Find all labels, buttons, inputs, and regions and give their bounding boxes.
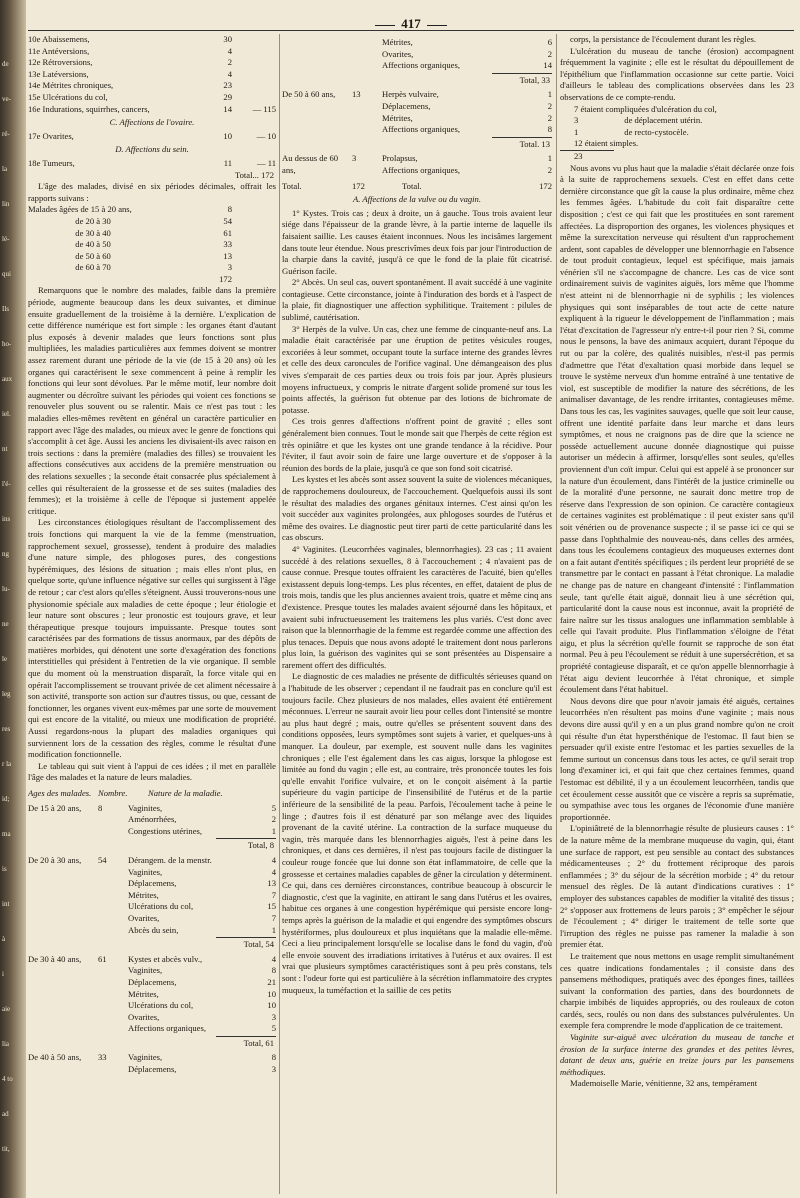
group-item [128, 989, 276, 1001]
item-value: 8 [547, 124, 552, 135]
age-group [28, 803, 276, 852]
total-line: Total... 172 [234, 169, 274, 180]
affection-row [28, 131, 276, 143]
item-value: 1 [271, 924, 276, 935]
age-total [28, 274, 276, 286]
row-total [232, 92, 276, 104]
age-label: Malades âgées de 15 à 20 ans, [28, 204, 132, 215]
group-count: 8 [98, 802, 103, 813]
item-value: 10 [267, 1000, 276, 1011]
spacer [232, 216, 276, 228]
group-items [382, 153, 552, 176]
paragraph: Le traitement que nous mettons en usage remplit simultanément ces quatre indications fondamentales ; il consiste dans des pansemens méthodiques, pratiqués avec des éponges fines, taillées suivant la conformation des parties, dans des bourdonnets de charpie imbibés de liquides appropriés, ou des rouleaux de coton cardés, secs, roulés ou non dans des substances pulvérulentes. Un exemple fera comprendre le mode d'application de ce traitement. [560, 950, 794, 1031]
item-value: 4 [271, 866, 276, 877]
age-label: de 60 à 70 [28, 262, 111, 273]
grand-total-cell: Total. [282, 180, 302, 191]
item-label: Ovarites, [128, 912, 160, 923]
item-label: Ulcérations du col, [128, 901, 194, 912]
item-label: Aménorrhées, [128, 814, 177, 825]
item-label: Déplacemens, [128, 976, 177, 987]
spacer [232, 251, 276, 263]
group-item [382, 153, 552, 165]
group-item [128, 867, 276, 879]
column-header: Nature de la maladie. [148, 788, 223, 798]
row-value: 14 [223, 103, 232, 114]
paragraph: L'ulcération du museau de tanche (érosion) accompagnent fréquemment la vaginite ; elle est le résultat du dépouillement de l'épithélium que l'inflammation occasionne sur cette partie. Voici d'ailleurs le tableau des complications observées dans les 23 observations de ce compte-rendu. [560, 45, 794, 102]
item-label: Métrites, [128, 988, 159, 999]
item-value: 7 [271, 912, 276, 923]
total-rule [216, 937, 276, 938]
paragraph: Ces trois genres d'affections n'offrent point de gravité ; elles sont généralement bien connues. Tout le monde sait que l'herpès de cette région est très opiniâtre et que les kystes ont une grande tendance à la récidive. Pour l'éviter, il faut avoir soin de faire une large ouverture et de s'opposer à la réunion des bords de la plaie, jusqu'à ce que son fond soit cicatrisé. [282, 416, 552, 473]
spacer [352, 37, 382, 86]
spacer [232, 239, 276, 251]
gutter-fragment: à [2, 935, 6, 943]
group-items [382, 37, 552, 86]
age-group [28, 954, 276, 1050]
paragraph: corps, la persistance de l'écoulement durant les règles. [570, 34, 757, 44]
item-value: 2 [547, 48, 552, 59]
section-heading: C. Affections de l'ovaire. [109, 117, 195, 128]
item-value: 8 [271, 1052, 276, 1063]
item-value: 3 [271, 1011, 276, 1022]
item-label: Herpès vulvaire, [382, 89, 439, 100]
age-count: 61 [223, 227, 232, 238]
gutter-fragment: de [2, 60, 9, 68]
gutter-fragment: ho- [2, 340, 12, 348]
document-page [28, 0, 794, 1198]
column-separator [279, 34, 280, 1194]
affection-row [28, 158, 276, 170]
row-value: 2 [227, 57, 232, 68]
gutter-fragment: Ils [2, 305, 9, 313]
total-rule [492, 73, 552, 74]
item-value: 1 [547, 153, 552, 164]
group-item [382, 165, 552, 177]
paragraph: 3° Herpès de la vulve. Un cas, chez une femme de cinquante-neuf ans. La maladie était caractérisée par une éruption de petites vésicules rouges, excoriées à leur sommet, occupant toute la surface interne des grandes lèvres et celle des deux caroncules de l'orifice vaginal. Une démangeaison des plus vives s'emparait de ces parties deux ou trois fois par jour. Après plusieurs moyens infructueux, y compris le nitrate d'argent solide promené sur tous les points affectés, la guérison fut obtenue par des lotions de bichromate de potasse. [282, 323, 552, 415]
row-value: 10 [223, 130, 232, 141]
item-label: Déplacemens, [128, 878, 177, 889]
item-label: Ovarites, [128, 1011, 160, 1022]
age-row [28, 204, 276, 216]
row-value: 4 [227, 68, 232, 79]
gutter-fragment: 4 to [2, 1075, 13, 1083]
group-item [382, 124, 552, 136]
age-row [28, 262, 276, 274]
item-value: 2 [547, 100, 552, 111]
row-total: — 11 [256, 157, 276, 168]
item-value: 10 [267, 988, 276, 999]
row-label: 11e Antéversions, [28, 45, 90, 56]
complication-label: de recto-cystocèle. [624, 126, 689, 137]
group-items [128, 1052, 276, 1075]
group-item [382, 89, 552, 101]
paragraph: Nous devons dire que pour n'avoir jamais été aiguës, certaines leucorrhées n'en résultent pas moins d'une vaginite ; mais nous devons dire aussi qu'il y en a un plus grand nombre qu'on ne croit qui résulte d'un état hypersthénique de l'estomac. Il faut bien se persuader qu'il existe entre l'estomac et les parties sexuelles de la femme surtout un concensus dans tous les actes, ce qu'il serait trop long d'examiner ici, et qui fait que chez certaines femmes, quand l'estomac est débilité, il y a un écoulement leucorrhéen, tandis que cet écoulement cesse aussitôt que ce viscère a repris sa suprématie, ou sympathise avec tous les organes de l'économie d'une manière proportionnée. [560, 695, 794, 822]
gutter-fragment: ng [2, 550, 9, 558]
group-total: Total, 33 [519, 74, 550, 85]
complication-total: 23 [560, 150, 614, 163]
item-value: 2 [547, 112, 552, 123]
row-total [232, 80, 276, 92]
gutter-fragment: ma [2, 830, 11, 838]
paragraph: Le diagnostic de ces maladies ne présente de difficultés sérieuses quand on a l'habitude de les observer ; cependant il ne faudrait pas en conclure qu'il est toujours facile. Chez plusieurs de nos malades, elles avaient été entièrement méconnues. L'erreur ne saurait avoir lieu pour celles dont l'intensité se montre au plus haut degré ; mais, outre qu'elles se présentent souvent dans des conditions opposées, leurs symptômes sont sujets à varier, et quelques-uns à manquer. La douleur, par exemple, est souvent nulle dans les vaginites chroniques ; elle l'est également dans les cas aigus, lorsque la phlogose est limitée au fond du vagin ; elle est, au contraire, très prononcée toutes les fois qu'elle envahit l'orifice vulvaire, et on le conçoit aisément à la partie supérieure du vagin participe de l'insensibilité de l'utérus et de la partie inférieure de la sensibilité de la peau. Parfois, l'écoulement tache à peine le linge ; d'autres fois il est dénaturé par son mélange avec des liquides provenant de la cavité utérine. La contraction de la surface muqueuse du vagin, très marquée dans les blennorrhagies aiguës, l'est à peine dans les chroniques, et dans ces dernières, il n'est pas toujours facile de distinguer la couleur rouge foncée que lui donne son état inflammatoire, de celle que la grossesse et certaines maladies capables de gêner la circulation y déterminent. Ce qui, dans ces dernières circonstances, contribue beaucoup à obscurcir le diagnostic, c'est que la vaginite, en attirant le sang dans l'utérus et les ovaires, habitue ces organes à une congestion hypérémique qui persiste encore long-temps après la guérison de la maladie et qui engendre des symptômes obscurs hystériformes, plus douloureux et plus inquiétans que la maladie elle-même. Ceci a lieu principalement lorsqu'elle se localise dans le fond du vagin, d'où elle envoie souvent des irradiations irritatives à l'utérus et aux ovaires. Il est vrai que plusieurs symptômes caractéristiques sont à peu près constans, tels sont : l'odeur forte qui est particulière à la sécrétion inflammatoire des cryptes muqueux, la tuméfaction et la saillie de ces petits [282, 671, 552, 995]
row-label: 13e Latéversions, [28, 68, 89, 79]
column-header: Nombre. [98, 788, 128, 798]
group-items [128, 954, 276, 1050]
group-item [128, 954, 276, 966]
age-count: 54 [223, 215, 232, 226]
item-value: 8 [271, 965, 276, 976]
item-label: Affections organiques, [128, 1023, 206, 1034]
item-label: Déplacemens, [128, 1064, 177, 1075]
group-count: 61 [98, 953, 107, 964]
affection-row [28, 46, 276, 58]
group-item [128, 890, 276, 902]
item-label: Métrites, [382, 37, 413, 47]
group-total: Total, 54 [243, 939, 274, 950]
group-item [382, 113, 552, 125]
gutter-fragment: ins [2, 515, 11, 523]
item-value: 7 [271, 889, 276, 900]
item-label: Déplacemens, [382, 100, 431, 111]
item-label: Prolapsus, [382, 153, 418, 164]
grand-total-cell: 172 [352, 180, 365, 191]
gutter-fragment: ve- [2, 95, 11, 103]
grand-total-cell: Total. [402, 180, 422, 191]
group-item [382, 49, 552, 61]
paragraph: Remarquons que le nombre des malades, faible dans la première période, augmente beaucoup dans les deux suivantes, et diminue ensuite graduellement de la troisième à la dernière. L'explication de cette différence numérique est fort simple : les organes étant d'autant plus exposés à devenir malades que leurs fonctions sont plus multipliées, les maladies particulières aux femmes doivent se montrer assez rarement durant une période de la vie (de 15 à 20 ans) où les organes qui caractérisent le sexe commencent à peine à remplir les fonctions qui leur sont dévolues. Par le même motif, leur nombre doit augmenter ou décroître suivant les périodes qui voient ces fonctions se renouveler plus souvent ou se ralentir. Mais ce n'est pas tout : les maladies elles-mêmes revêtent en général un caractère particulier en rapport avec l'âge des malades, ou mieux avec le genre de fonctions qui s'accomplit à cet âge. Aussi les anciens les divisaient-ils avec raison en trois sections : dans la première (maladies des filles) se trouvaient les affections consécutives aux accidens de la première menstruation ou des relations sexuelles ; la seconde était consacrée plus spécialement à celles qui résulteraient de la grossesse et de ses suites (maladies des femmes); et la troisième à celle de l'époque si justement appelée critique. [28, 285, 276, 516]
gutter-fragment: r la [2, 760, 12, 768]
item-value: 2 [271, 814, 276, 825]
affection-row [28, 57, 276, 69]
item-label: Congestions utérines, [128, 825, 202, 836]
group-total: Total, 61 [243, 1037, 274, 1048]
gutter-fragment: aux [2, 375, 13, 383]
row-total [232, 69, 276, 81]
column-header: Ages des malades. [28, 788, 92, 798]
gutter-fragment: int [2, 900, 10, 908]
group-item [128, 803, 276, 815]
gutter-fragment: nt [2, 445, 8, 453]
row-label: 17e Ovarites, [28, 130, 74, 141]
column-separator [556, 34, 557, 1194]
item-label: Abcès du sein, [128, 924, 179, 935]
item-label: Dérangem. de la menstr. [128, 854, 212, 865]
row-label: 16e Indurations, squirrhes, cancers, [28, 103, 150, 114]
age-group-continued [282, 37, 552, 86]
item-value: 5 [271, 1023, 276, 1034]
affection-row [28, 34, 276, 46]
group-age: Au dessus de 60 ans, [282, 153, 339, 175]
gutter-fragment: ne [2, 620, 9, 628]
group-age: De 20 à 30 ans, [28, 854, 82, 865]
gutter-fragment: lé- [2, 235, 10, 243]
item-value: 4 [271, 953, 276, 964]
row-value: 4 [227, 45, 232, 56]
item-label: Ulcérations du col, [128, 1000, 194, 1011]
age-group [28, 1052, 276, 1075]
group-item [128, 913, 276, 925]
item-value: 2 [547, 164, 552, 175]
item-label: Métrites, [382, 112, 413, 123]
group-items [128, 855, 276, 951]
row-label: 15e Ulcérations du col, [28, 91, 108, 102]
age-group [282, 153, 552, 176]
section-heading: D. Affections du sein. [115, 144, 189, 155]
age-count: 8 [227, 204, 232, 215]
item-value: 14 [543, 60, 552, 71]
gutter-fragment: la [2, 165, 8, 173]
row-value: 11 [223, 157, 232, 168]
right-column [560, 34, 794, 1194]
page-number: 417 [28, 16, 794, 32]
group-total: Total. 13 [519, 138, 550, 149]
item-value: 1 [547, 89, 552, 100]
item-value: 5 [271, 802, 276, 813]
age-row [28, 228, 276, 240]
group-item [382, 37, 552, 49]
complication-count: 3 [574, 115, 579, 126]
group-total: Total, 8 [247, 840, 274, 851]
age-table [28, 204, 276, 274]
spacer [282, 37, 352, 86]
group-count: 13 [352, 89, 361, 100]
middle-column [282, 34, 552, 1194]
complication-label: de déplacement utérin. [624, 115, 703, 126]
complication-row [560, 127, 794, 139]
gutter-fragment: leg [2, 690, 11, 698]
book-gutter [0, 0, 26, 1198]
spacer [232, 228, 276, 240]
section-heading: A. Affections de la vulve ou du vagin. [353, 194, 481, 205]
item-value: 13 [267, 878, 276, 889]
paragraph: L'âge des malades, divisé en six périodes décimales, offrait les rapports suivans : [28, 181, 276, 203]
gutter-fragment: iel. [2, 410, 11, 418]
age-label: de 20 à 30 [28, 215, 111, 226]
gutter-fragment: ré- [2, 130, 10, 138]
group-item [128, 814, 276, 826]
item-value: 21 [267, 976, 276, 987]
paragraph: L'opiniâtreté de la blennorrhagie résulte de plusieurs causes : 1° de la nature même de la membrane muqueuse du vagin, qui, étant une surface de rapport, est peu sensible au contact des substances médicamenteuses ; 2° du frottement réciproque des parois enflammées ; 3° du séjour de la sécrétion morbide ; 4° du retour mensuel des règles. De là autant d'indications curatives : 1° employer des substances capables de modifier la vitalité des tissus ; 2° s'opposer aux frottemens de leurs parois ; 3° empêcher le séjour de l'écoulement ; 4° diriger le traitement de telle sorte que l'irruption des règles ne puisse pas ramener la maladie à son premier état. [560, 823, 794, 950]
row-value: 23 [223, 80, 232, 91]
row-total: — 115 [252, 103, 276, 114]
paragraph: Le tableau qui suit vient à l'appui de ces idées ; il met en parallèle l'âge des malades et la nature de leurs maladies. [28, 760, 276, 783]
row-total [232, 34, 276, 46]
group-item [128, 901, 276, 913]
affection-row [28, 92, 276, 104]
total-rule [216, 1036, 276, 1037]
age-label: de 30 à 40 [28, 227, 111, 238]
paragraph: Nous avons vu plus haut que la maladie s'était déclarée onze fois à la suite de rapprochemens sexuels. C'est en effet dans cette dernière circonstance que gît la cause la plus ordinaire, même chez les femmes âgées. L'habitude du coït fait disparaître cette disposition ; c'est ce qui fait que les prostituées en sont rarement affectées. La disproportion des organes, les violences physiques et même la surexcitation nerveuse qui résultent d'un rapprochement ardent, sont capables de développer une blennorrhagie en l'absence de tout produit contagieux, lequel est spécifique, mais jamais vénérien s'il ne s'accompagne de chancre. Les cas de vice sont ordinairement suivis de vaginites aiguës, lors même que l'homme n'est atteint ni de blennorrhagie ni de syphilis ; les violences physiques qui sont inséparables de tout acte de cette nature expliquent à la rigueur le développement de l'inflammation ; mais l'état d'excitation de l'agresseur n'y entre-t-il pour rien ? Si, comme nous le pensons, la bave des animaux acquiert, durant l'époque du rut ou par la colère, des qualités nuisibles, n'est-il pas permis d'admettre que l'état d'exaltation quasi morbide dans lequel se trouve le système nerveux d'un homme entraîné à une tentative de viol, est susceptible de modifier la nature des sécrétions, de les animaliser davantage, de les rendre irritantes, contagieuses même. Dans tous les cas, les vaginites sauvages, quelle que soit leur cause, offrent une identité parfaite dans leur marche et dans leurs symptômes, et nous ne craignons pas de dire que la science ne possède actuellement aucune donnée diagnostique qui puisse autoriser un médecin à affirmer, lorsqu'elles sont seules, qu'elles proviennent d'un coït impur. Celui qui est appelé à se prononcer sur la nature d'un écoulement, dans l'intérêt de la justice criminelle ou de la moralité d'une personne, ne saurait donc mettre trop de réserve dans l'expression de son opinion. Ce caractère contagieux de certaines vaginites est problématique : il peut exister sans qu'il soit vénérien ou de provenance suspecte ; il se passe ici ce qui se passe dans l'ophthalmie des nouveau-nés, dans celles des armées, dans tous les écoulemens contagieux des muqueuses externes dont on a fait autant d'entités spécifiques ; ils perdent leur propriété de se transmettre par le contact en passant à l'état chronique. La maladie ne change pas de nature en changeant d'intensité : l'inflammation seule, tant qu'elle était aiguë, donnait lieu à une sécrétion qui, particularité dont la cause nous est inconnue, avait la propriété de faire naître sur les tissus analogues une inflammation semblable à celle qui l'avait produite. Plus l'inflammation s'éloigne de l'état aigu, et plus la sécrétion qu'elle fournit se rapproche de son état normal. Peu à peu l'écoulement se réduit à une supersécrétion, et sa propriété contagieuse disparaît, et ce qu'on appelle blennorrhagie à l'état aigu devient leucorrhée à l'état chronique, et simple écoulement dans l'état habituel. [560, 162, 794, 695]
spacer [28, 274, 204, 286]
item-label: Affections organiques, [382, 124, 460, 135]
gutter-fragment: l'é- [2, 480, 11, 488]
paragraph: Mademoiselle Marie, vénitienne, 32 ans, tempérament [570, 1078, 758, 1089]
row-total [232, 46, 276, 58]
item-label: Affections organiques, [382, 60, 460, 71]
group-count: 3 [352, 153, 357, 164]
paragraph: Les kystes et les abcès sont assez souvent la suite de violences mécaniques, de rapprochemens douloureux, de l'accouchement. Quelquefois aussi ils sont le résultat des maladies des organes génitaux internes. C'est ainsi qu'on les voit succéder aux vaginites prolongées, aux phlogoses sourdes de l'utérus et même des ovaires. Le diagnostic peut tirer parti de cette particularité dans les cas obscurs. [282, 474, 552, 543]
item-value: 3 [271, 1064, 276, 1075]
gutter-fragment: ad [2, 1110, 9, 1118]
item-label: Vaginites, [128, 866, 163, 877]
gutter-fragment: le [2, 655, 8, 663]
spacer [232, 204, 276, 216]
paragraph: Les circonstances étiologiques résultant de l'accomplissement des trois fonctions qui marquent la vie de la femme (menstruation, rapprochement sexuel, grossesse), tendent à produire des maladies d'une nature simple, des phlogoses pures, des congestions hypérémiques, des lésions de situation ; mais elles n'ont plus, en quelque sorte, qu'une influence négative sur celles qui surgissent à l'âge de retour ; car c'est alors qu'elles s'éteignent. Aussi trouverons-nous une physionomie spéciale aux maladies de cette époque ; leur étiologie et leur nature sont obscures ; leur pronostic est toujours grave, et leur thérapeutique presque toujours impuissante. Presque toutes sont caractérisées par des formations de tissus anormaux, par des dépôts de matières morbides, qui dénotent une sorte d'exagération des fonctions interstitielles qui président à l'entretien de la vie organique. Il semble que du moment où la menstruation disparaît, la force vitale qui en opérait l'accomplissement se trouvant privée de cet aliment nécessaire à son activité, transporte son action sur d'autres tissus, ou que, cessant de fonctionner, les organes vivent eux-mêmes par une sorte de mouvement qui est encore de la vitalité, ou mieux une modification de propriété. Aussi regardons-nous la plupart des maladies organiques qui surviennent lors de la cessation des règles, comme le résultat d'une modification fonctionnelle. [28, 517, 276, 760]
age-row [28, 251, 276, 263]
group-age: De 30 à 40 ans, [28, 953, 82, 964]
row-label: 10e Abaissemens, [28, 34, 90, 44]
item-label: Kystes et abcès vulv., [128, 953, 203, 964]
group-item [128, 925, 276, 937]
item-label: Vaginites, [128, 802, 163, 813]
spacer [232, 274, 276, 286]
paragraph: 1° Kystes. Trois cas ; deux à droite, un à gauche. Tous trois avaient leur siége dans l'épaisseur de la grande lèvre, à la partie interne de laquelle ils faisaient saillie. Les causes étaient inconnues. Nous les incisâmes largement dans toute leur étendue. Nous prescrivîmes deux fois par jour l'introduction de la charpie dans la cavité, jusqu'à ce que le fond de la plaie fût cicatrisé. Guérison facile. [282, 207, 552, 276]
complication-row [560, 104, 794, 116]
age-group [28, 855, 276, 951]
gutter-fragment: lia [2, 1040, 9, 1048]
complication-count: 1 [574, 126, 579, 137]
header-rule [28, 30, 794, 31]
gutter-fragment: lu- [2, 585, 10, 593]
complication-count: 12 étaient simples. [574, 138, 639, 149]
age-count: 33 [223, 239, 232, 250]
row-label: 14e Métrites chroniques, [28, 80, 114, 91]
item-label: Ovarites, [382, 48, 414, 59]
gutter-fragment: lin [2, 200, 10, 208]
row-value: 30 [223, 34, 232, 44]
group-item [128, 855, 276, 867]
spacer [232, 262, 276, 274]
group-age: De 40 à 50 ans, [28, 1052, 82, 1063]
group-item [128, 878, 276, 890]
row-label: 18e Tumeurs, [28, 157, 75, 168]
row-total: — 10 [256, 130, 276, 141]
group-age: De 15 à 20 ans, [28, 802, 82, 813]
paragraph: 2° Abcès. Un seul cas, ouvert spontanément. Il avait succédé à une vaginite contagieuse. Cette circonstance, jointe à l'induration des bords et à l'aspect de la plaie, fit diagnostiquer une affection syphilitique. Traitement : pilules de sublimé, cautérisation. [282, 277, 552, 323]
item-label: Vaginites, [128, 965, 163, 976]
gutter-fragment: tit, [2, 1145, 10, 1153]
gutter-fragment: is [2, 865, 7, 873]
item-value: 15 [267, 901, 276, 912]
affection-row [28, 80, 276, 92]
left-column [28, 34, 276, 1194]
age-label: de 40 à 50 [28, 239, 111, 250]
age-row [28, 216, 276, 228]
item-value: 4 [271, 854, 276, 865]
group-age: De 50 à 60 ans, [282, 89, 336, 100]
group-count: 54 [98, 854, 107, 865]
group-item [128, 1023, 276, 1035]
row-total [232, 57, 276, 69]
gutter-fragment: res [2, 725, 11, 733]
age-row [28, 239, 276, 251]
grand-total [282, 181, 552, 193]
row-value: 29 [223, 91, 232, 102]
complication-row [560, 138, 794, 150]
age-total-value: 172 [219, 273, 232, 284]
group-item [128, 977, 276, 989]
affection-row [28, 69, 276, 81]
group-item [128, 1000, 276, 1012]
group-item [128, 1064, 276, 1076]
grand-total-cell: 172 [539, 180, 552, 191]
group-item [382, 101, 552, 113]
group-item [128, 1012, 276, 1024]
group-count: 33 [98, 1052, 107, 1063]
paragraph: 4° Vaginites. (Leucorrhées vaginales, blennorrhagies). 23 cas ; 11 avaient succédé à des relations sexuelles, 8 à l'accouchement ; 4 n'avaient pas de cause connue. Presque toutes offraient les caractères de l'acuité, bien qu'elles existassent depuis long-temps. Les plus récentes, en effet, dataient de plus de trois mois, tandis que les plus anciennes avaient trois, quatre et même cinq ans d'existence. Presque toutes les malades avaient séjourné dans les hôpitaux, et avaient subi infructueusement les traitemens les plus variés. C'est donc avec raison que la blennorrhagie de la femme est regardée comme une affection des plus tenaces. Depuis que nous avons adopté le traitement dont nous parlerons plus loin, la guérison des vaginites qui se sont présentées au Dispensaire a rarement offert des difficultés. [282, 543, 552, 670]
age-label: de 50 à 60 [28, 250, 111, 261]
gutter-fragment: id; [2, 795, 10, 803]
item-label: Affections organiques, [382, 164, 460, 175]
total-rule [216, 838, 276, 839]
gutter-fragment: i [2, 970, 4, 978]
item-label: Métrites, [128, 889, 159, 900]
item-value: 6 [547, 37, 552, 47]
age-count: 3 [227, 262, 232, 273]
group-item [128, 826, 276, 838]
gutter-fragment: qui [2, 270, 11, 278]
gutter-fragment: aie [2, 1005, 11, 1013]
group-items [382, 89, 552, 150]
group-item [128, 965, 276, 977]
complication-row [560, 115, 794, 127]
age-group [282, 89, 552, 150]
complication-count: 7 étaient compliquées d'ulcération du col, [574, 103, 717, 114]
group-item [382, 60, 552, 72]
item-value: 1 [271, 825, 276, 836]
age-count: 13 [223, 250, 232, 261]
affection-row [28, 104, 276, 116]
row-label: 12e Rétroversions, [28, 57, 93, 68]
group-items [128, 803, 276, 852]
table-header [28, 788, 276, 800]
case-heading: Vaginite sur-aiguë avec ulcération du museau de tanche et érosion de la surface interne des grandes et des petites lèvres, datant de deux ans, guérie en treize jours par les pansemens méthodiques. [560, 1032, 794, 1077]
item-label: Vaginites, [128, 1052, 163, 1063]
group-item [128, 1052, 276, 1064]
total-rule [492, 137, 552, 138]
